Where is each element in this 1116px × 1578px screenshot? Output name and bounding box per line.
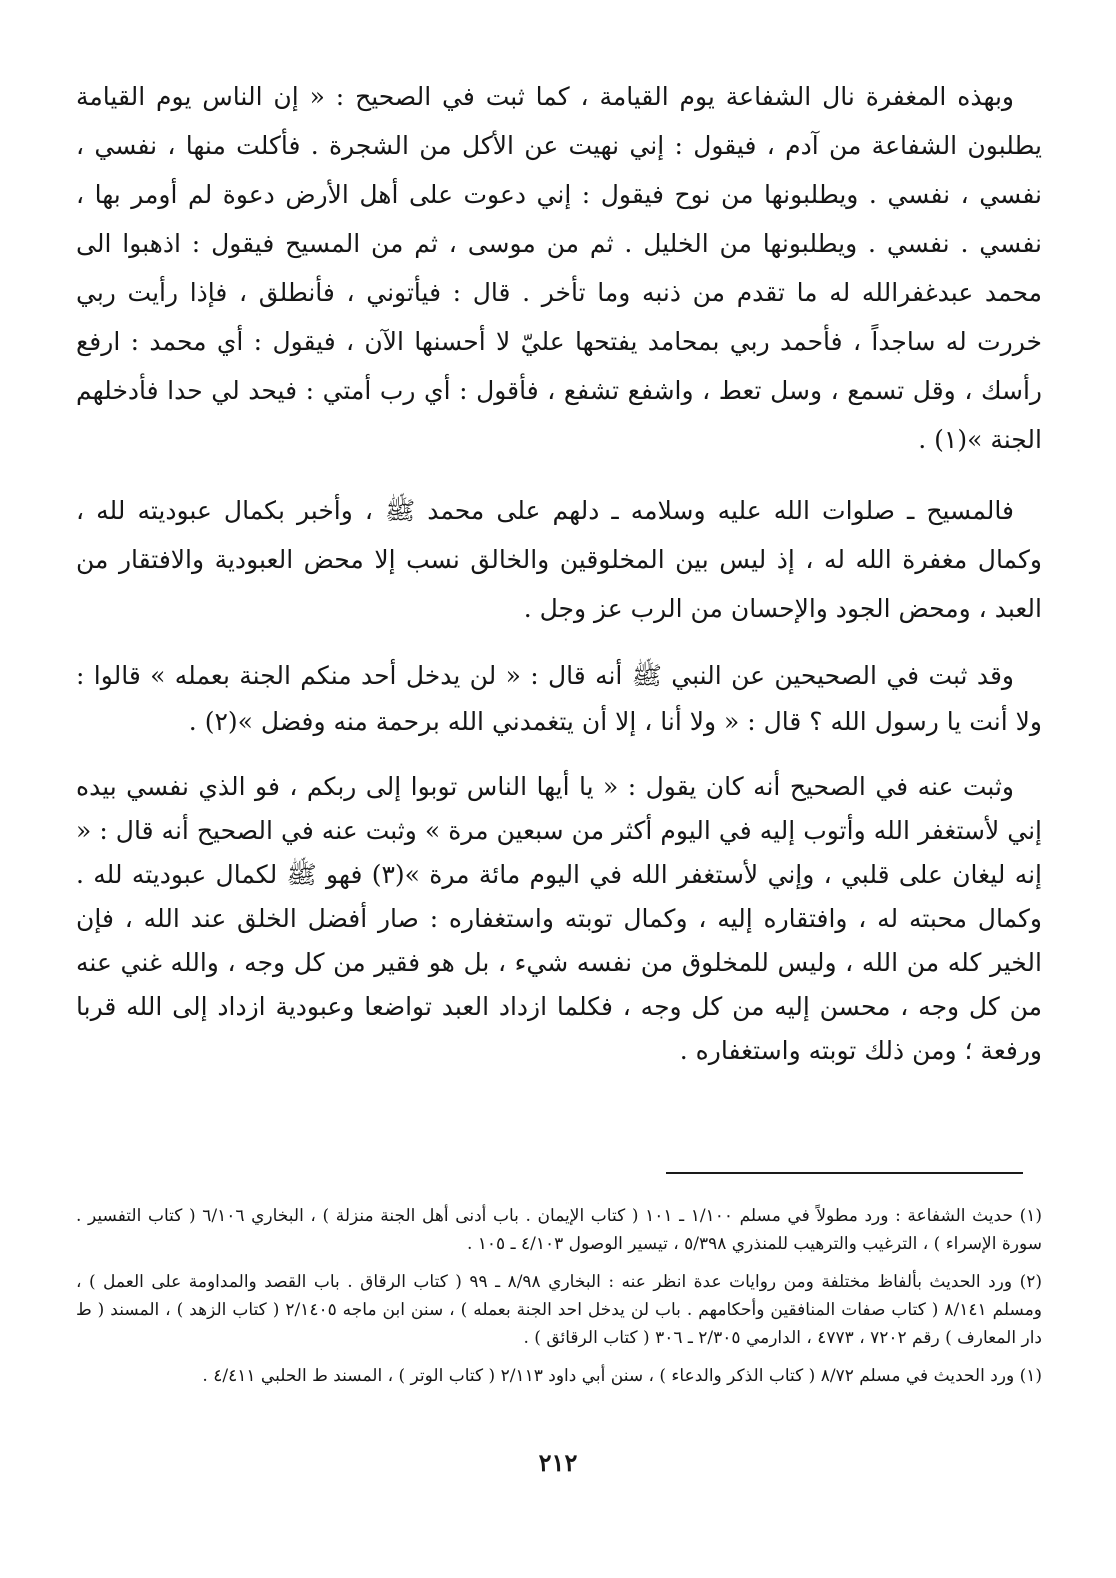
paragraph-messiah: فالمسيح ـ صلوات الله عليه وسلامه ـ دلهم على محمد ﷺ ، وأخبر بكمال عبوديته لله ، وكمال مغفرة الله له ، إذ ليس بين المخلوقين والخالق نسب إلا محض العبودية والافتقار من العبد ، ومحض الجود والإحسان من الرب عز وجل . <box>76 496 1042 623</box>
footnote-separator <box>666 1172 1023 1174</box>
main-text <box>76 72 1042 1073</box>
footnotes <box>76 1202 1042 1400</box>
paragraph-repentance: وثبت عنه في الصحيح أنه كان يقول : « يا أيها الناس توبوا إلى ربكم ، فو الذي نفسي بيده إني لأستغفر الله وأتوب إليه في اليوم أكثر من سبعين مرة » وثبت عنه في الصحيح أنه قال : « إنه ليغان على قلبي ، وإني لأستغفر الله في اليوم مائة مرة »(٣) فهو ﷺ لكمال عبوديته لله . وكمال محبته له ، وافتقاره إليه ، وكمال توبته واستغفاره : صار أفضل الخلق عند الله ، فإن الخير كله من الله ، وليس للمخلوق من نفسه شيء ، بل هو فقير من كل وجه ، والله غني عنه من كل وجه ، محسن إليه من كل وجه ، فكلما ازداد العبد تواضعا وعبودية ازداد إلى الله قربا ورفعة ؛ ومن ذلك توبته واستغفاره . <box>76 772 1043 1065</box>
page-number: ٢١٢ <box>538 1448 578 1477</box>
footnote-2: (٢) ورد الحديث بألفاظ مختلفة ومن روايات عدة انظر عنه : البخاري ٨/٩٨ ـ ٩٩ ( كتاب الرقاق . باب القصد والمداومة على العمل ) ، ومسلم ٨/١٤١ ( كتاب صفات المنافقين وأحكامهم . باب لن يدخل احد الجنة بعمله ) ، سنن ابن ماجه ٢/١٤٠٥ ( كتاب الزهد ) ، المسند ( ط دار المعارف ) رقم ٧٢٠٢ ، ٤٧٧٣ ، الدارمي ٢/٣٠٥ ـ ٣٠٦ ( كتاب الرقائق ) . <box>76 1272 1043 1348</box>
footnote-3: (١) ورد الحديث في مسلم ٨/٧٢ ( كتاب الذكر والدعاء ) ، سنن أبي داود ٢/١١٣ ( كتاب الوتر ) ، المسند ط الحلبي ٤/٤١١ . <box>202 1366 1042 1386</box>
footnote-1: (١) حديث الشفاعة : ورد مطولاً في مسلم ١/١٠٠ ـ ١٠١ ( كتاب الإيمان . باب أدنى أهل الجنة منزلة ) ، البخاري ٦/١٠٦ ( كتاب التفسير . سورة الإسراء ) ، الترغيب والترهيب للمنذري ٥/٣٩٨ ، تيسير الوصول ٤/١٠٣ ـ ١٠٥ . <box>76 1206 1043 1254</box>
paragraph-sahihain: وقد ثبت في الصحيحين عن النبي ﷺ أنه قال : « لن يدخل أحد منكم الجنة بعمله » قالوا : ولا أنت يا رسول الله ؟ قال : « ولا أنا ، إلا أن يتغمدني الله برحمة منه وفضل »(٢) . <box>76 661 1042 736</box>
paragraph-intercession: وبهذه المغفرة نال الشفاعة يوم القيامة ، كما ثبت في الصحيح : « إن الناس يوم القيامة يطلبون الشفاعة من آدم ، فيقول : إني نهيت عن الأكل من الشجرة . فأكلت منها ، نفسي ، نفسي ، نفسي . ويطلبونها من نوح فيقول : إني دعوت على أهل الأرض دعوة لم أومر بها ، نفسي . نفسي . ويطلبونها من الخليل . ثم من موسى ، ثم من المسيح فيقول : اذهبوا الى محمد عبدغفرالله له ما تقدم من ذنبه وما تأخر . قال : فيأتوني ، فأنطلق ، فإذا رأيت ربي خررت له ساجداً ، فأحمد ربي بمحامد يفتحها عليّ لا أحسنها الآن ، فيقول : أي محمد : ارفع رأسك ، وقل تسمع ، وسل تعط ، واشفع تشفع ، فأقول : أي رب أمتي : فيحد لي حدا فأدخلهم الجنة »(١) . <box>76 82 1042 454</box>
